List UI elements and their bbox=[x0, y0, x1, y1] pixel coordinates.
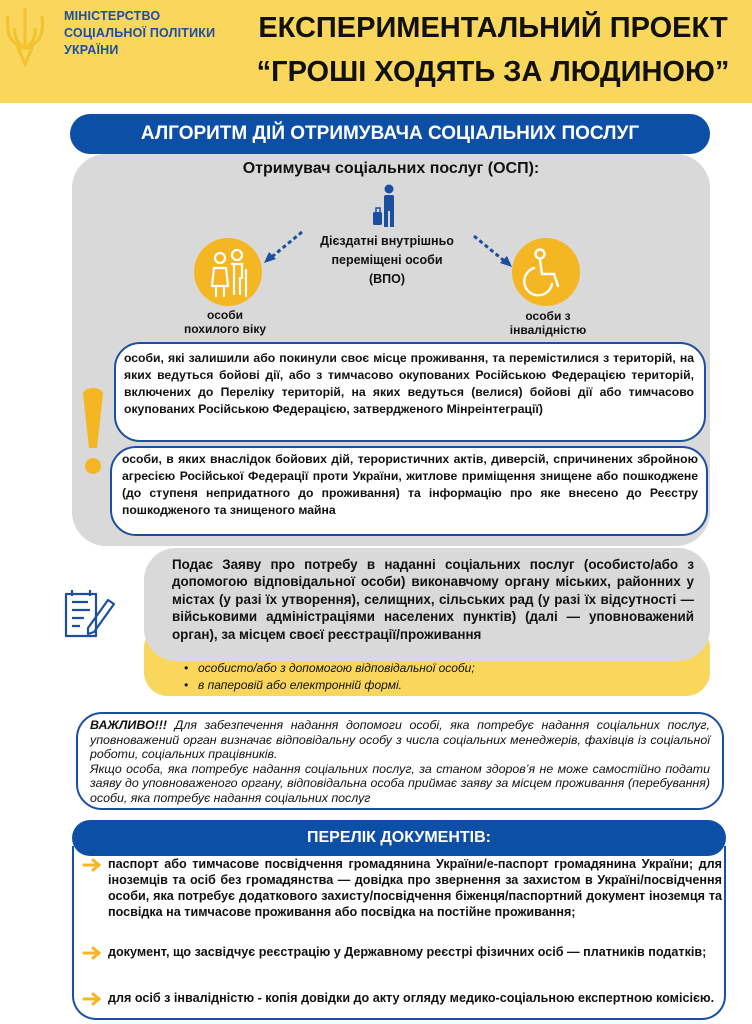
list-item: • особисто/або з допомогою відповідальної особи; bbox=[184, 660, 475, 677]
documents-list bbox=[72, 846, 726, 1020]
wheelchair-icon bbox=[512, 238, 580, 306]
ministry-name bbox=[64, 8, 215, 59]
person-luggage-icon bbox=[372, 184, 400, 228]
document-item-tax-id: документ, що засвідчує реєстрацію у Державному реєстрі фізичних осіб — платників податків; bbox=[108, 945, 707, 959]
documents-title: ПЕРЕЛІК ДОКУМЕНТІВ: bbox=[72, 820, 726, 856]
application-methods-list bbox=[184, 660, 475, 694]
exclamation-icon bbox=[80, 384, 106, 478]
disabled-circle bbox=[512, 238, 580, 306]
note-left-homes: особи, які залишили або покинули своє місце проживання, та перемістилися з територій, на яких ведуться бойові дії, або з тимчасово окупованих Російською Федерацією територій, включених до Переліку територій, на яких ведуться (велися) бойові дії або тимчасово окупованих Російською Федерацією, затвердженого Мінреінтеграції) bbox=[114, 342, 706, 442]
idp-line-2: переміщені особи bbox=[331, 253, 443, 267]
important-note bbox=[76, 712, 724, 810]
ministry-line-3: УКРАЇНИ bbox=[64, 43, 119, 57]
project-title-line-2: “ГРОШІ ХОДЯТЬ ЗА ЛЮДИНОЮ” bbox=[256, 56, 730, 88]
ministry-line-2: СОЦІАЛЬНОЇ ПОЛІТИКИ bbox=[64, 26, 216, 40]
important-text-2: Якщо особа, яка потребує надання соціальних послуг, за станом здоров’я не може самостійно подати заяву до уповноваженого органу, відповідальна особа приймає заяву за місцем проживання (перебування) особи, яка потребує надання соціальних послуг bbox=[90, 761, 710, 805]
document-item-passport: паспорт або тимчасове посвідчення громадянина України/е-паспорт громадянина України; для іноземців та осіб без громадянства — довідка про звернення за захистом в Україні/посвідчення особи, яка потребує додаткового захисту/посвідчення біженця/паспортний документ іноземця та посвідка на тимчасове проживання або посвідка на постійне проживання; bbox=[108, 857, 722, 919]
note-destroyed-homes: особи, в яких внаслідок бойових дій, терористичних актів, диверсій, спричинених збройною агресією Російської Федерації проти України, житлове приміщення знищене або пошкоджене (до ступеня непридатного до проживання) та інформацію про яке внесено до Реєстру пошкодженого та знищеного майна bbox=[110, 446, 708, 536]
elderly-category-label bbox=[160, 308, 290, 336]
disabled-category-label bbox=[492, 309, 604, 337]
idp-line-1: Дієздатні внутрішньо bbox=[320, 234, 454, 248]
important-text-1: Для забезпечення надання допомоги особі, яка потребує надання соціальних послуг, уповноважений орган визначає відповідальну особу з числа соціальних менеджерів, фахівців із соціальної роботи, соціальних працівників. bbox=[90, 718, 710, 761]
arrow-left-down-icon bbox=[262, 228, 306, 266]
document-item-disability: для осіб з інвалідністю - копія довідки до акту огляду медико-соціальною експертною комісією. bbox=[108, 991, 715, 1005]
elderly-line-1: особи bbox=[207, 308, 243, 322]
header-banner bbox=[0, 0, 752, 103]
arrow-right-icon bbox=[82, 858, 104, 872]
arrow-right-icon bbox=[82, 992, 104, 1006]
arrow-right-down-icon bbox=[470, 232, 514, 270]
algorithm-title: АЛГОРИТМ ДІЙ ОТРИМУВАЧА СОЦІАЛЬНИХ ПОСЛУГ bbox=[70, 114, 710, 154]
ministry-line-1: МІНІСТЕРСТВО bbox=[64, 9, 161, 23]
arrow-right-icon bbox=[82, 946, 104, 960]
project-title-line-1: ЕКСПЕРИМЕНТАЛЬНИЙ ПРОЕКТ bbox=[258, 12, 728, 44]
recipient-heading: Отримувач соціальних послуг (ОСП): bbox=[242, 160, 540, 177]
project-title bbox=[238, 6, 748, 94]
disabled-line-1: особи з bbox=[525, 309, 571, 323]
document-pen-icon bbox=[62, 586, 116, 642]
idp-line-3: (ВПО) bbox=[368, 272, 406, 286]
elderly-line-2: похилого віку bbox=[183, 322, 267, 336]
application-text: Подає Заяву про потребу в наданні соціальних послуг (особисто/або з допомогою відповідальної особи) виконавчому органу міських, районних у містах (у разі їх утворення), селищних, сільських рад (у разі їх відсутності — військовими адміністраціями населених пунктів) (далі — уповноважений орган), за місцем своєї реєстрації/проживання bbox=[172, 557, 694, 642]
idp-category-label bbox=[302, 232, 472, 289]
elderly-circle bbox=[194, 238, 262, 306]
list-item: • в паперовій або електронній формі. bbox=[184, 677, 475, 694]
disabled-line-2: інвалідністю bbox=[509, 323, 587, 337]
trident-icon bbox=[0, 4, 50, 70]
important-label: ВАЖЛИВО!!! bbox=[90, 718, 167, 732]
elderly-couple-icon bbox=[194, 238, 262, 306]
